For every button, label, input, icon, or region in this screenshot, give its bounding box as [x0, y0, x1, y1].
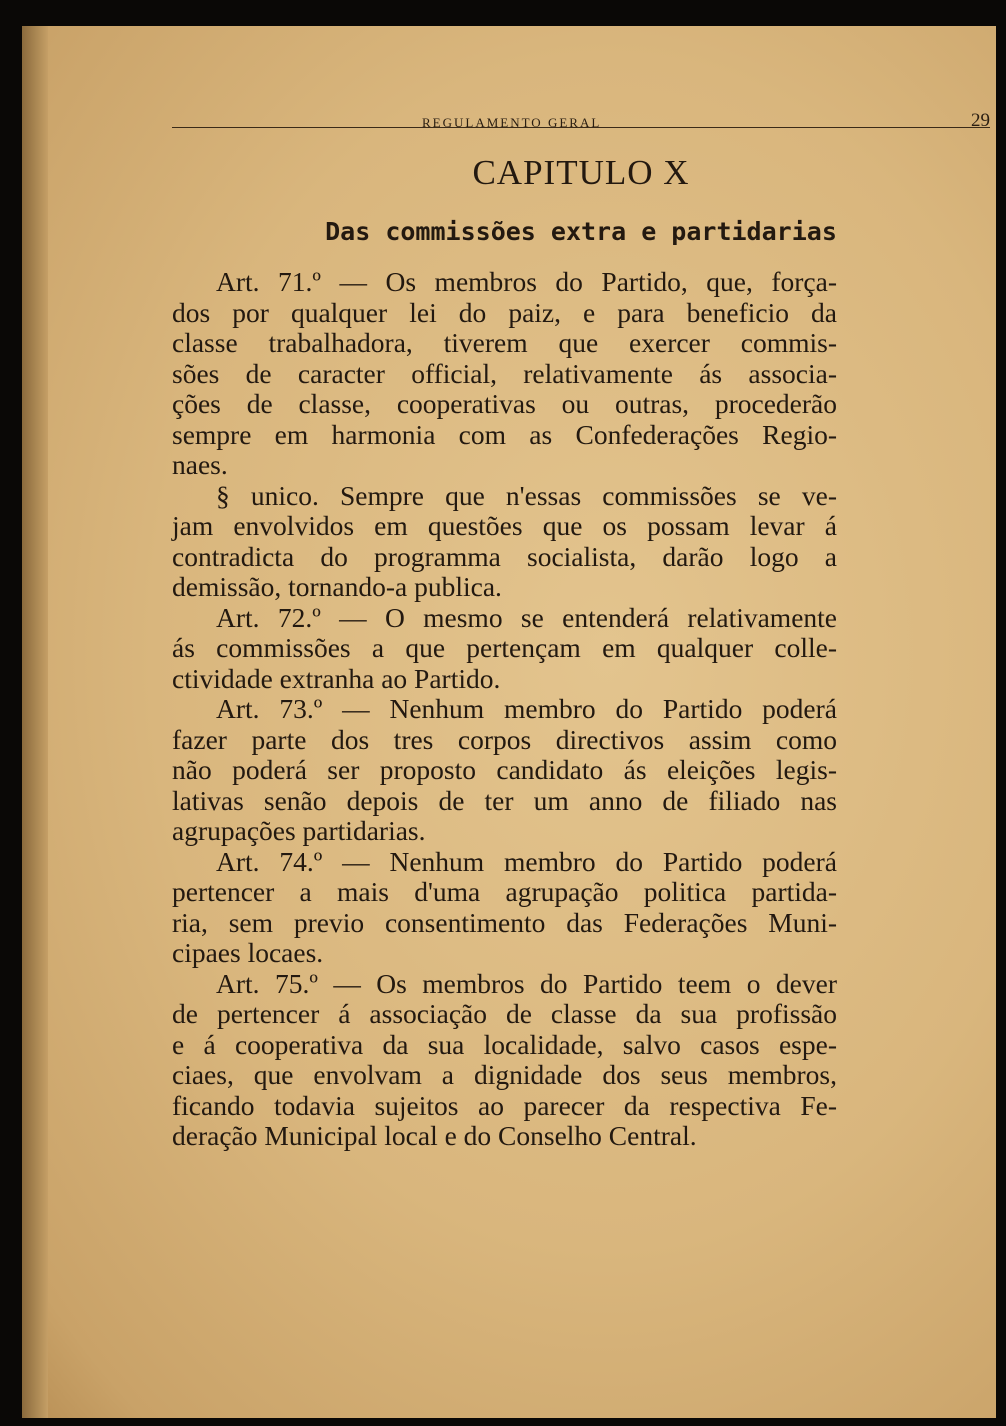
running-header-title: REGULAMENTO GERAL — [422, 115, 602, 130]
text-line: não poderá ser proposto candidato ás eleições legis- — [172, 754, 837, 785]
book-page — [22, 26, 996, 1418]
text-line: lativas senão depois de ter um anno de filiado nas — [172, 784, 837, 816]
text-line: demissão, tornando-a publica. — [172, 571, 502, 602]
text-line: Art. 74.º — Nenhum membro do Partido poderá — [216, 845, 837, 877]
text-line: § unico. Sempre que n'essas commissões se ve- — [216, 479, 837, 511]
page-number: 29 — [971, 110, 990, 131]
text-line: Art. 72.º — O mesmo se entenderá relativamente — [216, 601, 837, 633]
running-header — [172, 91, 990, 131]
text-line: ria, sem previo consentimento das Federações Muni- — [172, 906, 837, 938]
text-line: Art. 71.º — Os membros do Partido, que, força- — [216, 266, 837, 297]
text-line: Art. 75.º — Os membros do Partido teem o dever — [216, 967, 837, 999]
text-line: fazer parte dos tres corpos directivos assim como — [172, 723, 837, 755]
text-line: e á cooperativa da sua localidade, salvo casos espe- — [172, 1028, 837, 1060]
text-line: sempre em harmonia com as Confederações Regio- — [172, 418, 837, 450]
text-line: agrupações partidarias. — [172, 815, 426, 846]
text-line: dos por qualquer lei do paiz, e para beneficio da — [172, 296, 837, 328]
text-line: sões de caracter official, relativamente ás associa- — [172, 357, 837, 389]
text-line: ficando todavia sujeitos ao parecer da respectiva Fe- — [172, 1089, 837, 1121]
text-line: Art. 73.º — Nenhum membro do Partido poderá — [216, 693, 837, 724]
text-line: ções de classe, cooperativas ou outras, procederão — [172, 388, 837, 419]
chapter-title: CAPITULO X — [472, 153, 690, 192]
chapter-subtitle: Das commissões extra e partidarias — [325, 217, 837, 246]
text-line: ciaes, que envolvam a dignidade dos seus membros, — [172, 1059, 837, 1090]
text-line: jam envolvidos em questões que os possam levar á — [172, 510, 837, 541]
text-line: ás commissões a que pertençam em qualquer colle- — [172, 632, 837, 663]
text-line: classe trabalhadora, tiverem que exercer commis- — [172, 327, 837, 358]
text-line: naes. — [172, 449, 228, 480]
body-text — [172, 267, 837, 1152]
text-line: pertencer a mais d'uma agrupação politica partida- — [172, 876, 837, 907]
text-line: de pertencer á associação de classe da sua profissão — [172, 998, 837, 1029]
text-line: cipaes locaes. — [172, 937, 324, 968]
text-line: contradicta do programma socialista, darão logo a — [172, 540, 837, 572]
text-line: ctividade extranha ao Partido. — [172, 662, 501, 694]
text-line: deração Municipal local e do Conselho Central. — [172, 1120, 697, 1151]
